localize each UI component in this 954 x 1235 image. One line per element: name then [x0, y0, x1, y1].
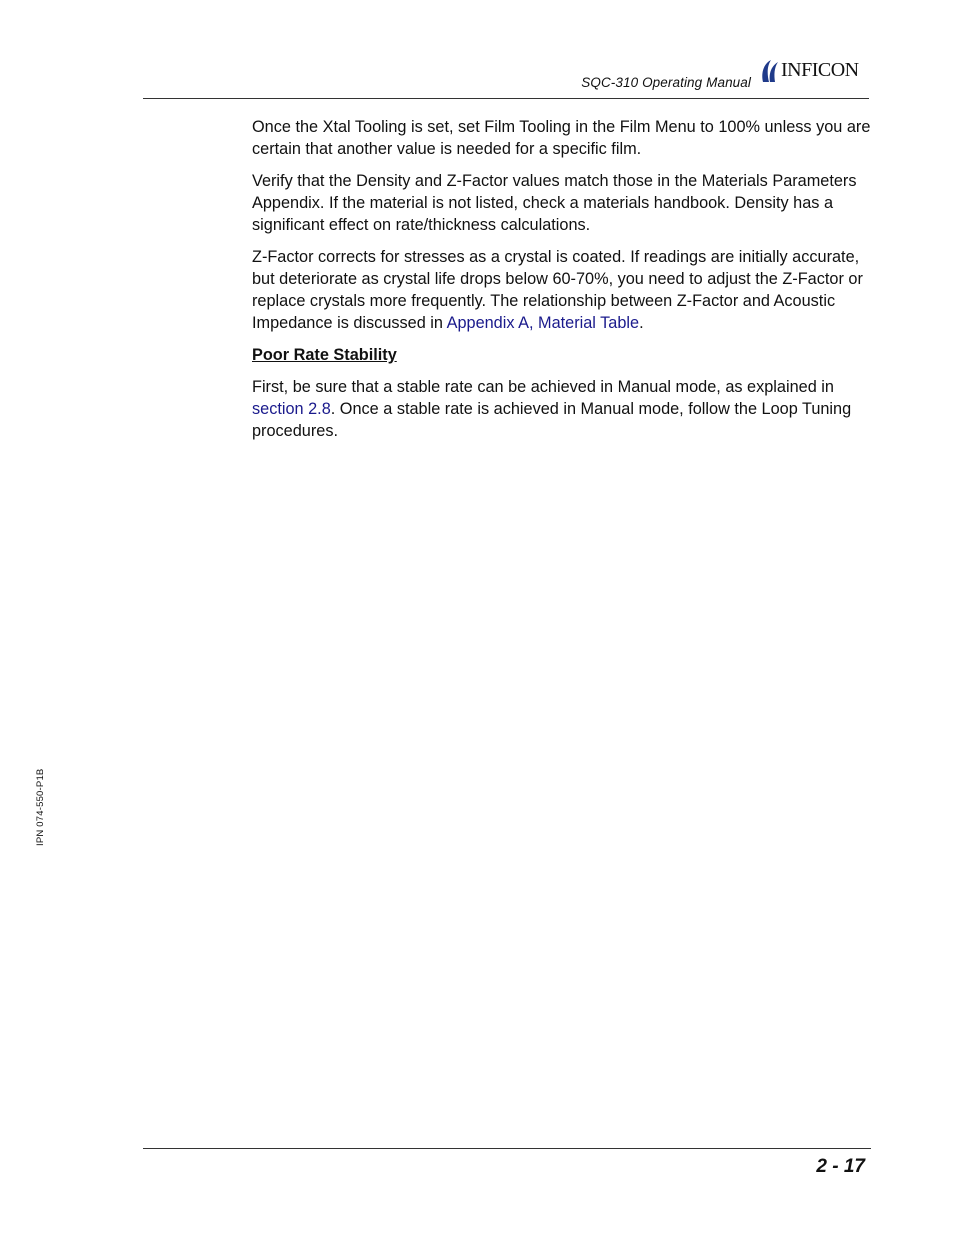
paragraph-rate-stability-end: . Once a stable rate is achieved in Manual mode, follow the Loop Tuning procedures.	[252, 400, 852, 440]
paragraph-z-factor-end: .	[639, 314, 644, 332]
inficon-logo-icon	[759, 58, 781, 84]
paragraph-film-tooling: Once the Xtal Tooling is set, set Film Tooling in the Film Menu to 100% unless you are certain that another value is needed for a specific film.	[252, 118, 871, 158]
section-subheading: Poor Rate Stability	[252, 346, 397, 364]
document-ipn-label: IPN 074-550-P1B	[35, 768, 46, 846]
manual-title: SQC-310 Operating Manual	[581, 75, 751, 90]
main-content	[252, 116, 872, 452]
paragraph-z-factor-text: Z-Factor corrects for stresses as a crystal is coated. If readings are initially accurate, but deteriorate as crystal life drops below 60-70%, you need to adjust the Z-Factor or replace crystals more frequently. The relationship between Z-Factor and Acoustic Impedance is discussed in	[252, 248, 863, 332]
paragraph-rate-stability-text: First, be sure that a stable rate can be achieved in Manual mode, as explained in	[252, 378, 834, 396]
company-logo	[759, 58, 873, 84]
paragraph-z-factor	[252, 246, 872, 334]
paragraph-rate-stability	[252, 376, 872, 442]
footer-divider	[143, 1148, 871, 1149]
section-2-8-link[interactable]: section 2.8	[252, 400, 331, 418]
header-divider	[143, 98, 869, 99]
page-number: 2 - 17	[816, 1156, 865, 1177]
paragraph-density: Verify that the Density and Z-Factor values match those in the Materials Parameters Appendix. If the material is not listed, check a materials handbook. Density has a significant effect on rate/thickness calculations.	[252, 172, 857, 234]
logo-wordmark: INFICON	[781, 59, 859, 81]
appendix-a-link[interactable]: Appendix A, Material Table	[446, 314, 640, 332]
